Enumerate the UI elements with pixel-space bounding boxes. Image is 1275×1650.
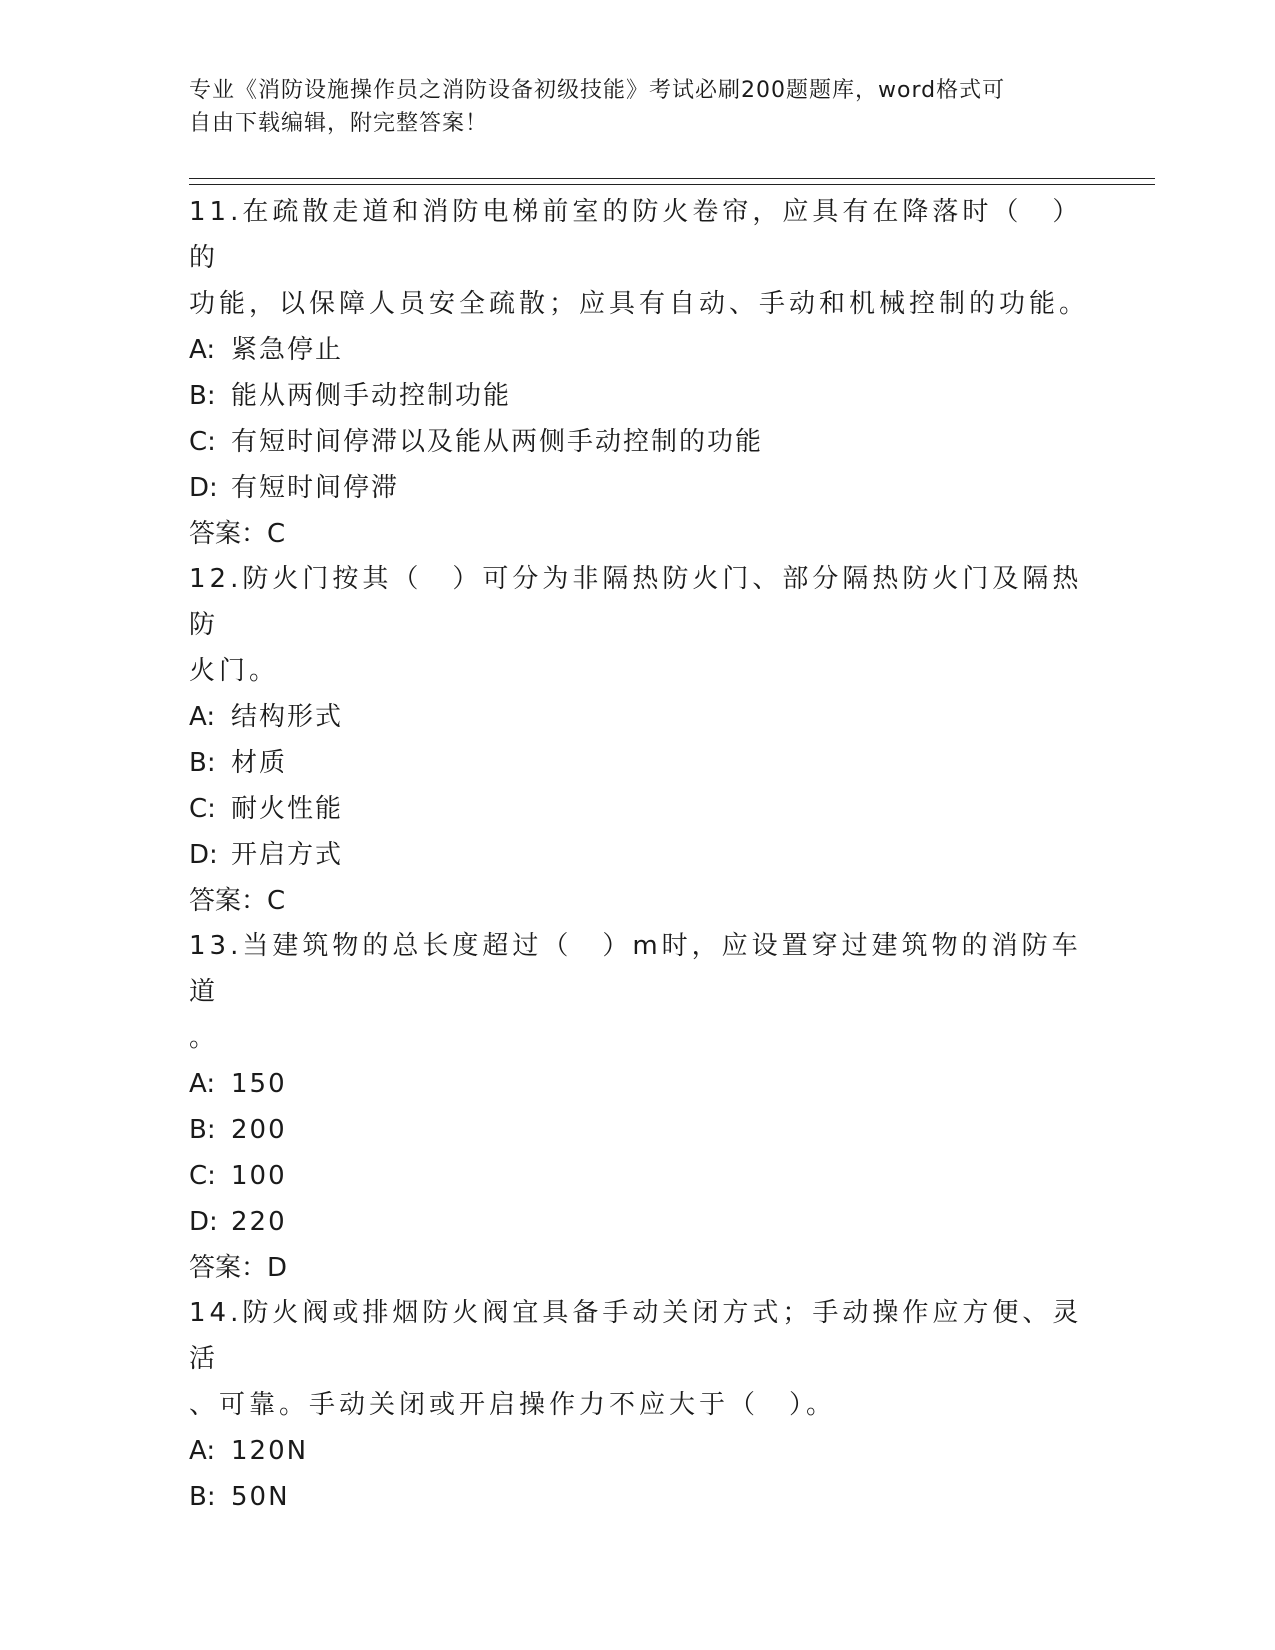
question-11 [189,189,1089,557]
option-b [189,1107,1089,1153]
question-stem-line: 13.当建筑物的总长度超过（ ）m时，应设置穿过建筑物的消防车道 [189,931,1082,1007]
option-a [189,327,1089,373]
question-stem-line: 12.防火门按其（ ）可分为非隔热防火门、部分隔热防火门及隔热防 [189,564,1083,640]
option-key: D: [189,1207,218,1237]
answer-line: 答案：D [189,1253,288,1283]
header-line-2: 自由下载编辑，附完整答案！ [189,111,489,136]
option-text: 200 [231,1115,287,1145]
option-d [189,1199,1089,1245]
option-key: B: [189,381,216,411]
option-key: C: [189,1161,216,1191]
option-c [189,419,1089,465]
option-text: 材质 [231,748,288,778]
question-stem-line: 。 [189,1023,220,1053]
option-text: 220 [231,1207,287,1237]
option-text: 开启方式 [231,840,344,870]
question-stem-line: 火门。 [189,656,280,686]
header-divider-top [189,178,1155,179]
option-text: 50N [231,1482,290,1512]
option-d [189,832,1089,878]
option-a [189,694,1089,740]
option-key: C: [189,794,216,824]
answer-line: 答案：C [189,886,286,916]
option-key: A: [189,1436,216,1466]
option-text: 紧急停止 [231,335,344,365]
option-text: 有短时间停滞以及能从两侧手动控制的功能 [231,427,764,457]
question-stem-line: 功能，以保障人员安全疏散；应具有自动、手动和机械控制的功能。 [189,289,1090,319]
option-b [189,373,1089,419]
question-12 [189,556,1089,924]
document-header [189,74,1069,140]
option-text: 能从两侧手动控制功能 [231,381,512,411]
option-key: D: [189,473,218,503]
question-stem-line: 14.防火阀或排烟防火阀宜具备手动关闭方式；手动操作应方便、灵活 [189,1298,1083,1374]
header-line-1: 专业《消防设施操作员之消防设备初级技能》考试必刷200题题库，word格式可 [189,78,1006,103]
option-c [189,1153,1089,1199]
option-key: A: [189,335,216,365]
option-c [189,786,1089,832]
option-a [189,1428,1089,1474]
question-stem-line: 、可靠。手动关闭或开启操作力不应大于（ ）。 [189,1390,837,1420]
option-text: 有短时间停滞 [231,473,400,503]
option-b [189,1474,1089,1520]
option-a [189,1061,1089,1107]
option-key: B: [189,1115,216,1145]
option-key: B: [189,1482,216,1512]
option-key: A: [189,702,216,732]
option-text: 100 [231,1161,287,1191]
answer-line: 答案：C [189,519,286,549]
header-divider-bottom [189,184,1155,185]
option-d [189,465,1089,511]
option-text: 150 [231,1069,287,1099]
option-text: 120N [231,1436,309,1466]
option-key: B: [189,748,216,778]
option-text: 结构形式 [231,702,344,732]
option-text: 耐火性能 [231,794,344,824]
option-key: A: [189,1069,216,1099]
option-key: C: [189,427,216,457]
question-stem-line: 11.在疏散走道和消防电梯前室的防火卷帘，应具有在降落时（ ）的 [189,197,1083,273]
option-key: D: [189,840,218,870]
option-b [189,740,1089,786]
question-14 [189,1290,1089,1520]
question-13 [189,923,1089,1291]
